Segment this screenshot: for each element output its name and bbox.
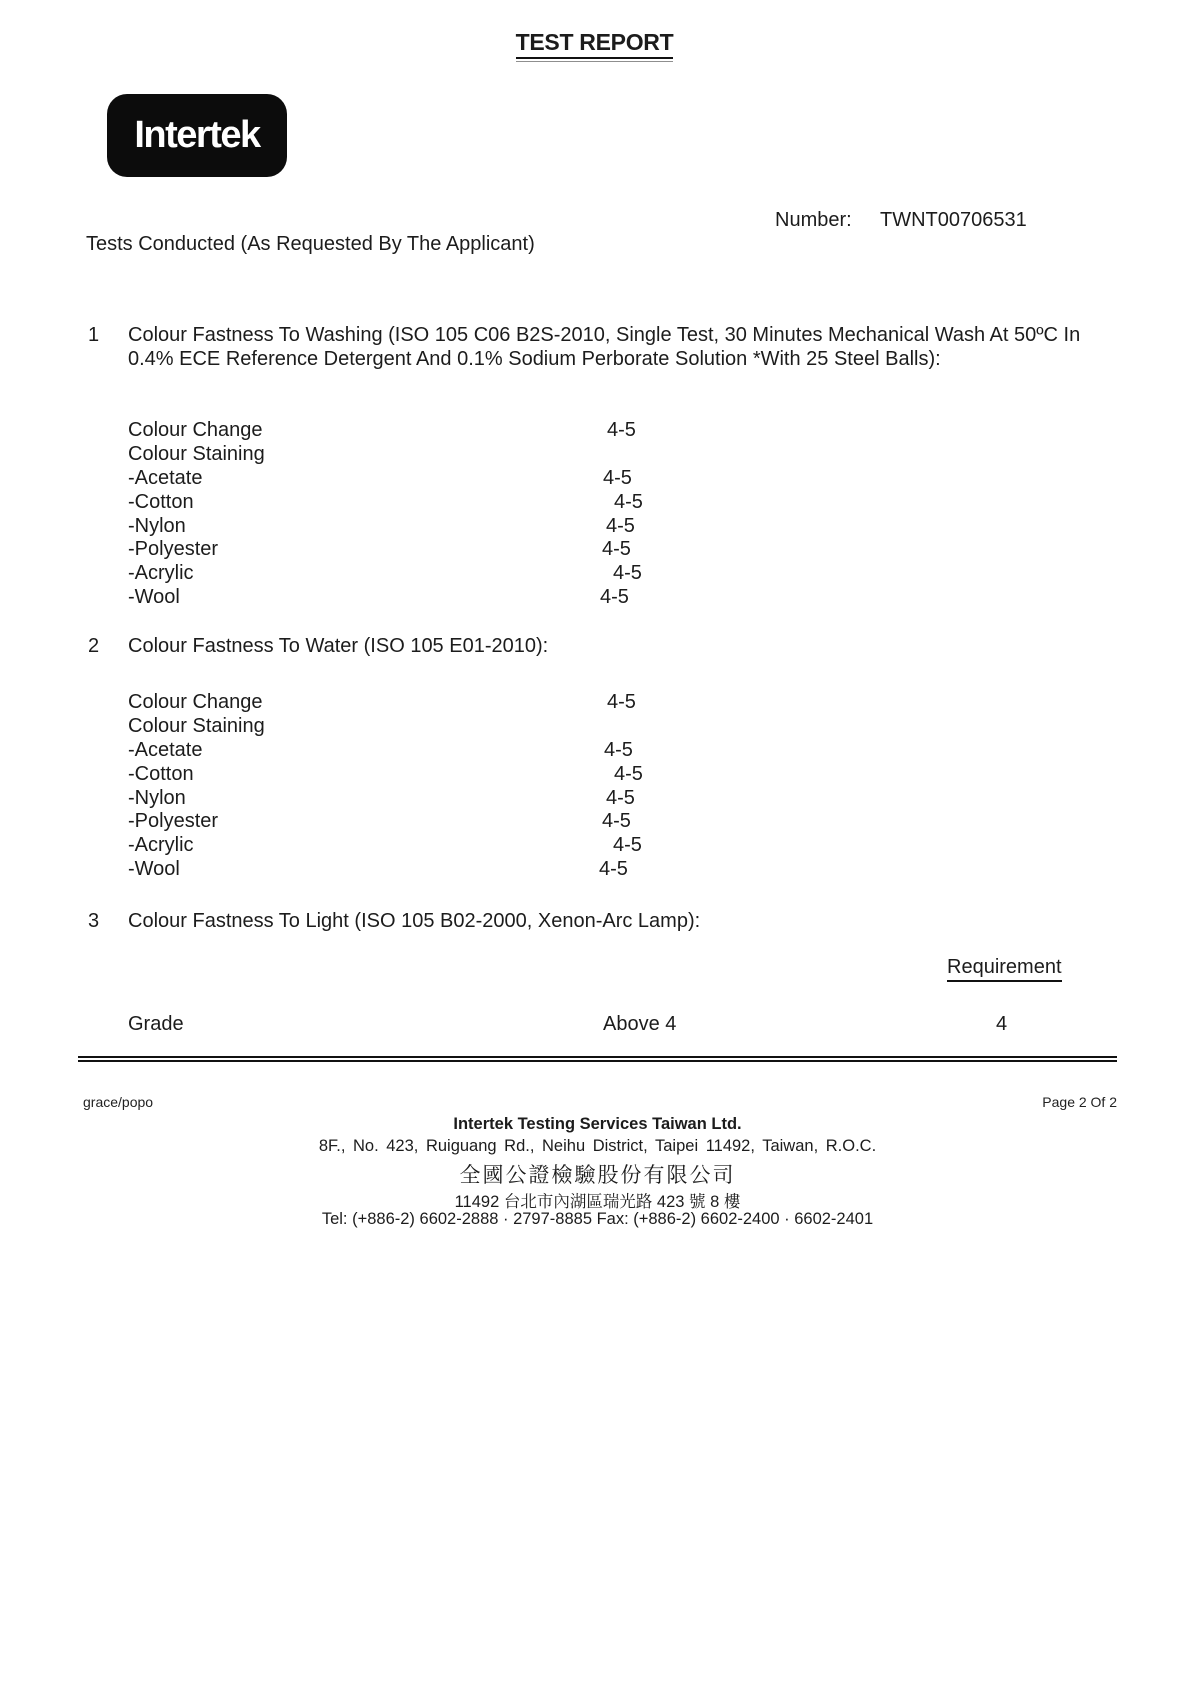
author-reference: grace/popo bbox=[83, 1094, 154, 1110]
result-value: 4-5 bbox=[607, 419, 636, 441]
grade-result: Above 4 bbox=[603, 1013, 677, 1035]
result-value: 4-5 bbox=[607, 691, 636, 713]
result-label: Colour Staining bbox=[128, 714, 265, 737]
result-label: Colour Change bbox=[128, 691, 263, 713]
result-label: -Acrylic bbox=[128, 562, 194, 585]
result-value: 4-5 bbox=[606, 514, 635, 537]
section-1-heading-line-2: 0.4% ECE Reference Detergent And 0.1% Sodium Perborate Solution *With 25 Steel Balls): bbox=[128, 348, 941, 370]
page-number: Page 2 Of 2 bbox=[1042, 1094, 1117, 1110]
result-value: 4-5 bbox=[599, 858, 628, 881]
result-row bbox=[0, 834, 1189, 858]
report-title-underline bbox=[516, 29, 674, 62]
result-value: 4-5 bbox=[603, 466, 632, 489]
report-number-value: TWNT00706531 bbox=[880, 209, 1027, 231]
result-value: 4-5 bbox=[602, 810, 631, 833]
result-row bbox=[0, 515, 1189, 539]
result-row bbox=[0, 787, 1189, 811]
result-row bbox=[0, 715, 1189, 739]
footer-divider-line bbox=[78, 1056, 1117, 1062]
company-name-chinese: 全國公證檢驗股份有限公司 bbox=[459, 1164, 736, 1187]
result-label: Colour Staining bbox=[128, 442, 265, 465]
company-name: Intertek Testing Services Taiwan Ltd. bbox=[453, 1115, 742, 1133]
section-2-number: 2 bbox=[88, 635, 100, 657]
result-label: -Cotton bbox=[128, 762, 194, 785]
section-2-results bbox=[0, 691, 1189, 882]
result-row bbox=[0, 419, 1189, 443]
result-row bbox=[0, 810, 1189, 834]
result-label: Colour Change bbox=[128, 419, 263, 441]
grade-requirement: 4 bbox=[996, 1013, 1008, 1035]
result-label: -Acetate bbox=[128, 466, 203, 489]
result-row bbox=[0, 562, 1189, 586]
intertek-logo bbox=[107, 94, 287, 177]
result-row bbox=[0, 467, 1189, 491]
result-row bbox=[0, 858, 1189, 882]
result-value: 4-5 bbox=[604, 738, 633, 761]
company-address-chinese: 11492 台北市內湖區瑞光路 423 號 8 樓 bbox=[454, 1193, 741, 1211]
result-label: -Nylon bbox=[128, 514, 186, 537]
result-row bbox=[0, 443, 1189, 467]
report-title: TEST REPORT bbox=[516, 29, 674, 59]
telephone-fax-line: Tel: (+886-2) 6602-2888 · 2797-8885 Fax: (+886-2) 6602-2400 · 6602-2401 bbox=[321, 1210, 874, 1228]
tests-conducted-heading: Tests Conducted (As Requested By The Applicant) bbox=[86, 233, 535, 255]
result-value: 4-5 bbox=[614, 490, 643, 513]
result-label: -Polyester bbox=[128, 538, 219, 561]
section-2-heading bbox=[0, 634, 1189, 658]
report-title-row bbox=[0, 29, 1189, 62]
section-1-results bbox=[0, 419, 1189, 610]
result-value: 4-5 bbox=[606, 786, 635, 809]
intertek-logo-text: Intertek bbox=[134, 114, 260, 156]
section-2-heading-line-1: Colour Fastness To Water (ISO 105 E01-2010): bbox=[128, 635, 549, 657]
result-row bbox=[0, 538, 1189, 562]
result-value: 4-5 bbox=[600, 586, 629, 609]
result-value: 4-5 bbox=[602, 538, 631, 561]
result-row bbox=[0, 739, 1189, 763]
company-address-english: 8F., No. 423, Ruiguang Rd., Neihu District, Taipei 11492, Taiwan, R.O.C. bbox=[318, 1137, 877, 1155]
result-label: -Acetate bbox=[128, 738, 203, 761]
result-value: 4-5 bbox=[614, 762, 643, 785]
requirement-column-header: Requirement bbox=[947, 956, 1062, 982]
section-3-heading bbox=[0, 909, 1189, 933]
result-label: -Wool bbox=[128, 858, 180, 881]
result-value: 4-5 bbox=[613, 834, 642, 857]
result-label: -Polyester bbox=[128, 810, 219, 833]
result-row bbox=[0, 491, 1189, 515]
result-label: -Nylon bbox=[128, 786, 186, 809]
result-row bbox=[0, 586, 1189, 610]
report-number-label: Number: bbox=[775, 209, 852, 231]
result-label: -Wool bbox=[128, 586, 180, 609]
section-1-number: 1 bbox=[88, 324, 100, 346]
section-1-heading-line-1: Colour Fastness To Washing (ISO 105 C06 B2S-2010, Single Test, 30 Minutes Mechanical Wash At 50ºC In bbox=[128, 324, 1081, 346]
result-value: 4-5 bbox=[613, 562, 642, 585]
result-label: -Cotton bbox=[128, 490, 194, 513]
result-label: -Acrylic bbox=[128, 834, 194, 857]
section-3-number: 3 bbox=[88, 910, 100, 932]
result-row bbox=[0, 691, 1189, 715]
result-row bbox=[0, 763, 1189, 787]
section-1-heading bbox=[0, 323, 1189, 371]
grade-label: Grade bbox=[128, 1013, 184, 1035]
section-3-heading-line-1: Colour Fastness To Light (ISO 105 B02-2000, Xenon-Arc Lamp): bbox=[128, 910, 701, 932]
